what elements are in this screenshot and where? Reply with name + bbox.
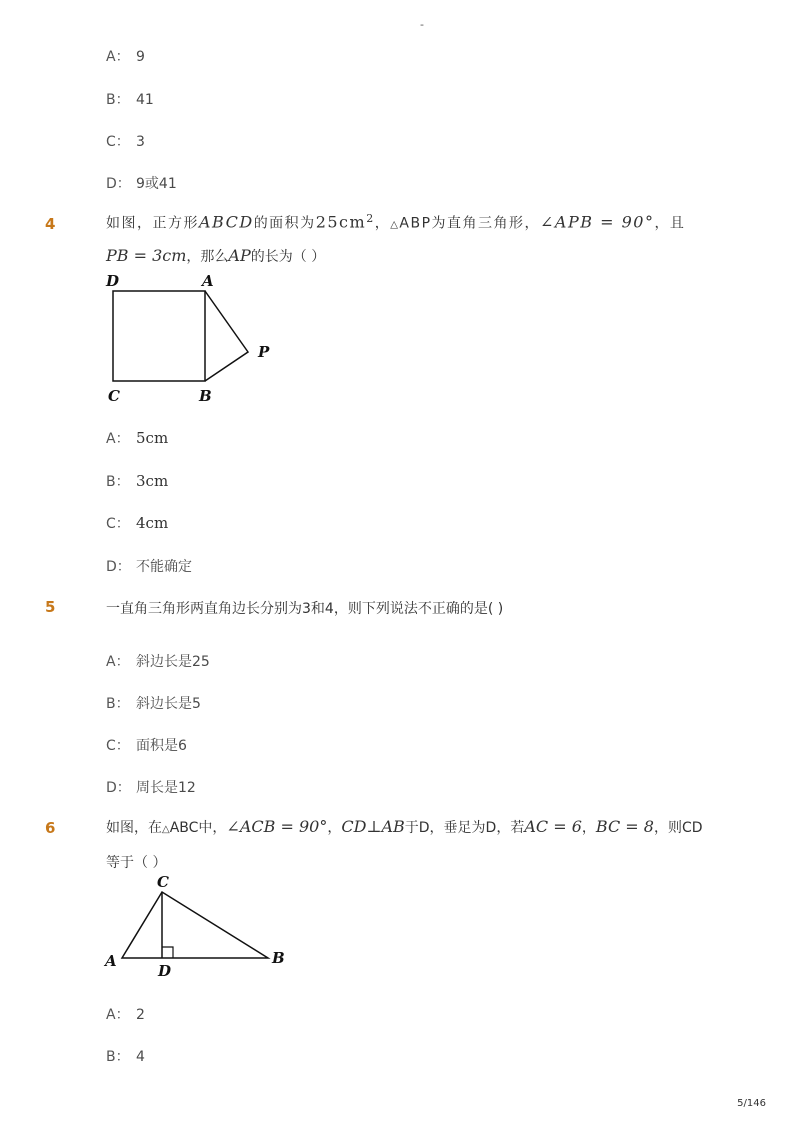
option-label: C： (106, 134, 130, 150)
label-a: A (202, 272, 214, 290)
option-text: 斜边长是5 (136, 696, 201, 712)
q4-math-exponent: 2 (366, 212, 375, 225)
page-number: 5/146 (737, 1098, 766, 1109)
q4-option-b[interactable] (106, 471, 168, 491)
q6-text: ，则CD (653, 820, 703, 836)
option-text: 2 (136, 1007, 145, 1023)
q4-math-pb: PB = 3cm (106, 246, 187, 265)
label-b: B (199, 387, 212, 405)
q4-number: 4 (45, 215, 56, 233)
q4-text: ， (374, 215, 391, 232)
q6-text: 于D，垂足为D，若 (404, 820, 525, 836)
option-text: 4cm (136, 514, 169, 532)
q5-stem: 一直角三角形两直角边长分别为3和4，则下列说法不正确的是( ) (106, 601, 504, 617)
q3-option-d[interactable] (106, 173, 177, 193)
q4-text: 如图，正方形 (106, 215, 199, 232)
option-text: 斜边长是25 (136, 654, 210, 670)
option-label: B： (106, 474, 130, 490)
q6-text: ， (327, 820, 342, 836)
q4-option-a[interactable] (106, 428, 168, 448)
q6-option-b[interactable] (106, 1046, 145, 1066)
label-p: P (258, 343, 270, 361)
q4-stem-line2 (106, 246, 325, 266)
q3-option-b[interactable] (106, 89, 154, 109)
option-label: D： (106, 176, 131, 192)
q6-text: ABC中， (169, 820, 227, 836)
header-mark: - (420, 18, 424, 31)
label-a: A (105, 952, 117, 970)
option-text: 3 (136, 134, 145, 150)
q6-text: ， (581, 820, 596, 836)
q5-number: 5 (45, 598, 56, 616)
q6-math-bc: BC = 8 (595, 817, 654, 836)
triangle-abp (205, 291, 248, 381)
triangle-abc (122, 892, 268, 958)
q6-math-perp: CD⊥AB (341, 817, 405, 836)
q4-text: ，且 (654, 215, 686, 232)
option-label: D： (106, 780, 131, 796)
q6-math-angle: ∠ACB = 90° (226, 817, 328, 836)
q5-option-c[interactable] (106, 735, 187, 755)
right-angle-mark (162, 947, 173, 958)
option-label: B： (106, 1049, 130, 1065)
q4-text: 的面积为 (253, 215, 316, 232)
option-text: 9或41 (136, 176, 177, 192)
label-b: B (272, 949, 285, 967)
option-text: 3cm (136, 472, 169, 490)
option-label: D： (106, 559, 131, 575)
q5-option-a[interactable] (106, 651, 210, 671)
q3-option-a[interactable] (106, 46, 145, 66)
q6-option-a[interactable] (106, 1004, 145, 1024)
option-label: A： (106, 49, 130, 65)
q3-option-c[interactable] (106, 131, 145, 151)
option-label: B： (106, 92, 130, 108)
option-label: C： (106, 516, 130, 532)
option-text: 周长是12 (136, 780, 196, 796)
label-c: C (157, 873, 169, 891)
q5-option-d[interactable] (106, 777, 196, 797)
option-text: 面积是6 (136, 738, 187, 754)
label-d: D (106, 272, 120, 290)
triangle-symbol: △ (390, 219, 400, 231)
q6-stem-line2: 等于（ ） (106, 855, 167, 871)
label-d: D (158, 962, 172, 980)
option-text: 9 (136, 49, 145, 65)
q4-option-c[interactable] (106, 513, 168, 533)
q4-math-ap: AP (228, 246, 251, 265)
q6-number: 6 (45, 819, 56, 837)
option-text: 41 (136, 92, 154, 108)
q6-math-ac: AC = 6 (524, 817, 582, 836)
option-text: 5cm (136, 429, 169, 447)
q6-text: 如图，在 (106, 820, 162, 836)
q4-math-area: 25cm (315, 212, 367, 232)
q4-text: 的长为（ ） (250, 249, 326, 265)
q4-math-abcd: ABCD (199, 212, 254, 232)
option-text: 4 (136, 1049, 145, 1065)
triangle-symbol: △ (162, 824, 170, 835)
q4-stem-line1 (106, 212, 685, 233)
option-label: C： (106, 738, 130, 754)
option-text: 不能确定 (136, 559, 192, 575)
q4-text: ABP为直角三角形， (399, 215, 541, 232)
option-label: A： (106, 431, 130, 447)
label-c: C (108, 387, 120, 405)
square-abcd (113, 291, 205, 381)
q4-option-d[interactable] (106, 556, 192, 576)
q4-math-angle: ∠APB = 90° (540, 212, 655, 232)
q5-option-b[interactable] (106, 693, 201, 713)
q4-text: ，那么 (186, 249, 229, 265)
q6-figure-right-triangle (100, 870, 300, 982)
q4-figure-square-triangle (100, 268, 280, 408)
option-label: A： (106, 654, 130, 670)
option-label: B： (106, 696, 130, 712)
q6-stem-line1 (106, 817, 703, 837)
option-label: A： (106, 1007, 130, 1023)
